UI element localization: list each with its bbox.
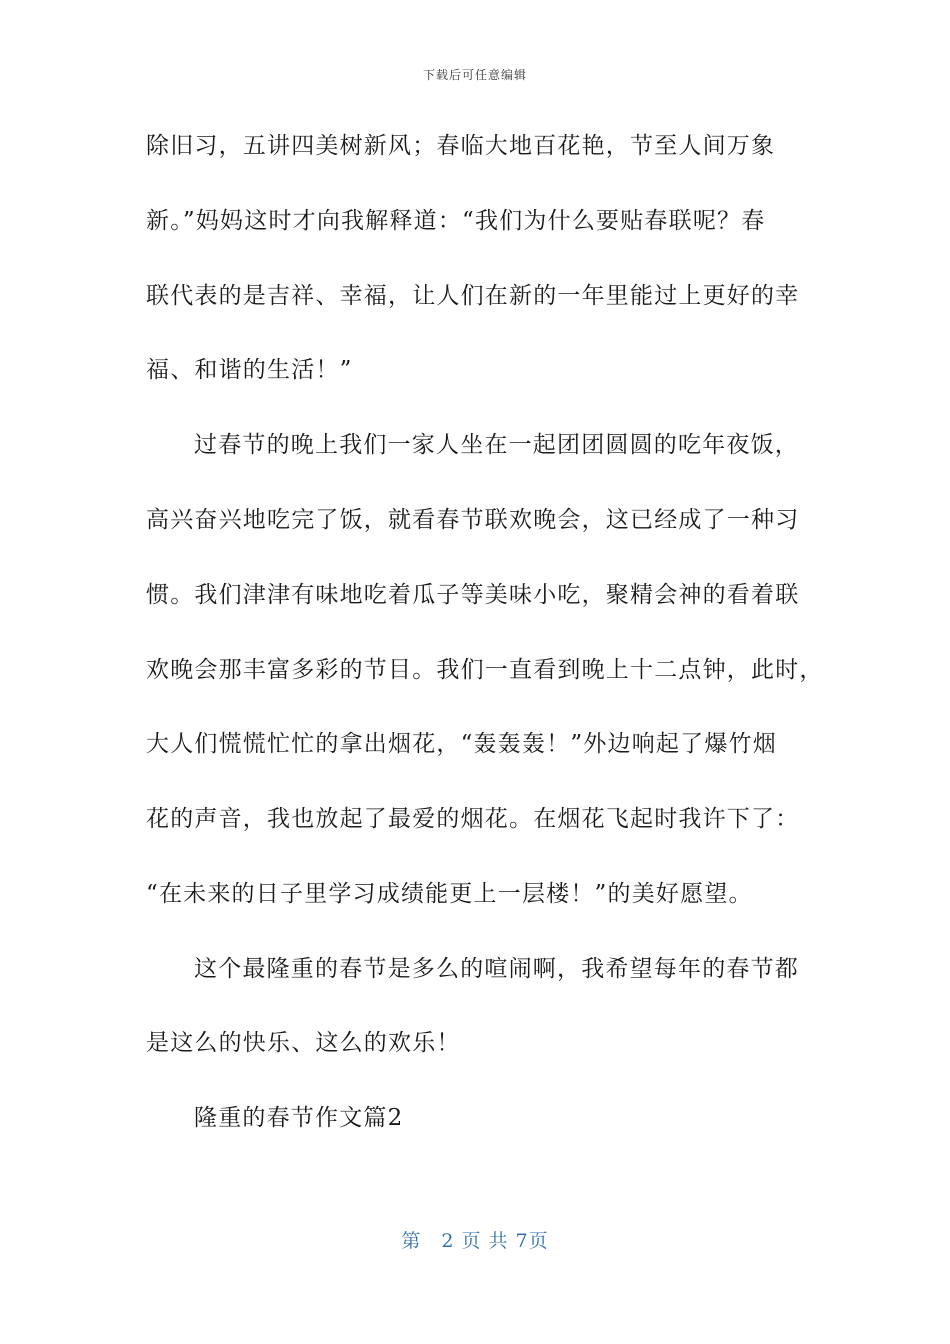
text-line: 联代表的是吉祥、幸福，让人们在新的一年里能过上更好的幸 <box>146 283 800 309</box>
text-line: 新。”妈妈这时才向我解释道：“我们为什么要贴春联呢？春 <box>146 208 766 234</box>
paragraph-start: 过春节的晚上我们一家人坐在一起团团圆圆的吃年夜饭， <box>194 432 799 458</box>
header-note: 下载后可任意编辑 <box>422 68 527 82</box>
text-line: 惯。我们津津有味地吃着瓜子等美味小吃，聚精会神的看着联 <box>146 582 800 608</box>
text-line: 大人们慌慌忙忙的拿出烟花，“轰轰轰！”外边响起了爆竹烟 <box>146 731 777 757</box>
text-line: 高兴奋兴地吃完了饭，就看春节联欢晚会，这已经成了一种习 <box>146 507 800 533</box>
paragraph-start: 这个最隆重的春节是多么的喧闹啊，我希望每年的春节都 <box>194 956 799 982</box>
text-line: 除旧习，五讲四美树新风；春临大地百花艳，节至人间万象 <box>146 133 776 159</box>
text-line: 福、和谐的生活！” <box>146 357 353 383</box>
text-line: 花的声音，我也放起了最爱的烟花。在烟花飞起时我许下了： <box>146 806 800 832</box>
section-heading: 隆重的春节作文篇2 <box>194 1105 404 1131</box>
text-line: “在未来的日子里学习成绩能更上一层楼！”的美好愿望。 <box>146 881 753 907</box>
page-number: 第 2 页 共 7页 <box>401 1230 549 1252</box>
text-line: 是这么的快乐、这么的欢乐！ <box>146 1030 461 1056</box>
text-line: 欢晚会那丰富多彩的节目。我们一直看到晚上十二点钟，此时， <box>146 657 824 683</box>
